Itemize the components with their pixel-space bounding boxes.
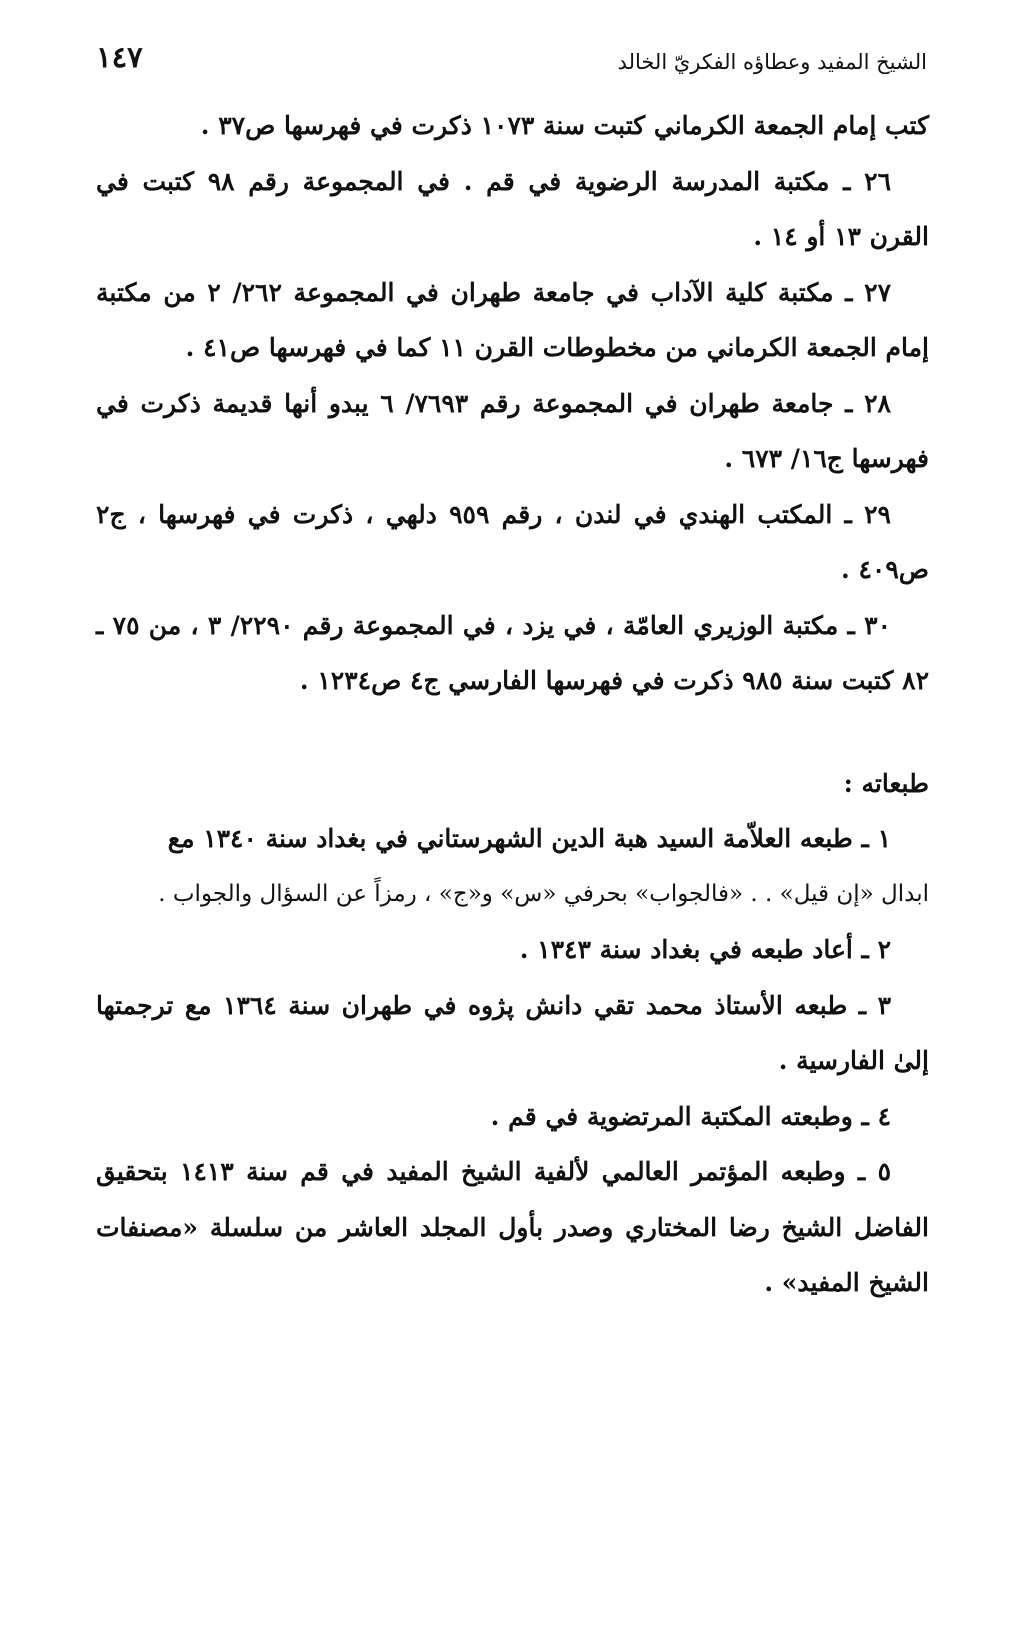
edition-item-1: ١ ـ طبعه العلاّمة السيد هبة الدين الشهرستاني في بغداد سنة ١٣٤٠ مع [167,824,891,853]
page-number: ١٤٧ [96,40,143,74]
body-text [96,98,929,1311]
edition-item-4: ٤ ـ وطبعته المكتبة المرتضوية في قم . [490,1101,891,1131]
manuscript-continuation: كتب إمام الجمعة الكرماني كتبت سنة ١٠٧٣ ذكرت في فهرسها ص٣٧ . [200,111,929,140]
manuscript-item-27: ٢٧ ـ مكتبة كلية الآداب في جامعة طهران في المجموعة ٢٦٢/ ٢ من مكتبة إمام الجمعة الكرماني من مخطوطات القرن ١١ كما في فهرسها ص٤١ . [96,277,929,362]
manuscript-item-29: ٢٩ ـ المكتب الهندي في لندن ، رقم ٩٥٩ دلهي ، ذكرت في فهرسها ، ج٢ ص٤٠٩ . [96,499,929,584]
manuscript-item-28: ٢٨ ـ جامعة طهران في المجموعة رقم ٧٦٩٣/ ٦ يبدو أنها قديمة ذكرت في فهرسها ج١٦/ ٦٧٣ . [96,388,929,473]
edition-item-3: ٣ ـ طبعه الأستاذ محمد تقي دانش پژوه في طهران سنة ١٣٦٤ مع ترجمتها إلىٰ الفارسية . [96,990,929,1075]
manuscript-item-26: ٢٦ ـ مكتبة المدرسة الرضوية في قم . في المجموعة رقم ٩٨ كتبت في القرن ١٣ أو ١٤ . [96,166,929,251]
running-header [96,40,927,84]
edition-item-5: ٥ ـ وطبعه المؤتمر العالمي لألفية الشيخ المفيد في قم سنة ١٤١٣ بتحقيق الفاضل الشيخ رضا المختاري وصدر بأول المجلد العاشر من سلسلة «مصنفات الشيخ المفيد» . [96,1157,929,1297]
edition-item-2: ٢ ـ أعاد طبعه في بغداد سنة ١٣٤٣ . [519,935,891,964]
manuscript-item-30: ٣٠ ـ مكتبة الوزيري العامّة ، في يزد ، في المجموعة رقم ٢٢٩٠/ ٣ ، من ٧٥ ـ ٨٢ كتبت سنة ٩٨٥ ذكرت في فهرسها الفارسي ج٤ ص١٢٣٤ . [96,610,929,695]
edition-item-1-note: ابدال «إن قيل» . . «فالجواب» بحرفي «س» و«ج» ، رمزاً عن السؤال والجواب . [158,880,929,907]
section-spacer [96,709,929,756]
running-title: الشيخ المفيد وعطاؤه الفكريّ الخالد [617,50,927,74]
editions-heading: طبعاته : [843,768,929,798]
